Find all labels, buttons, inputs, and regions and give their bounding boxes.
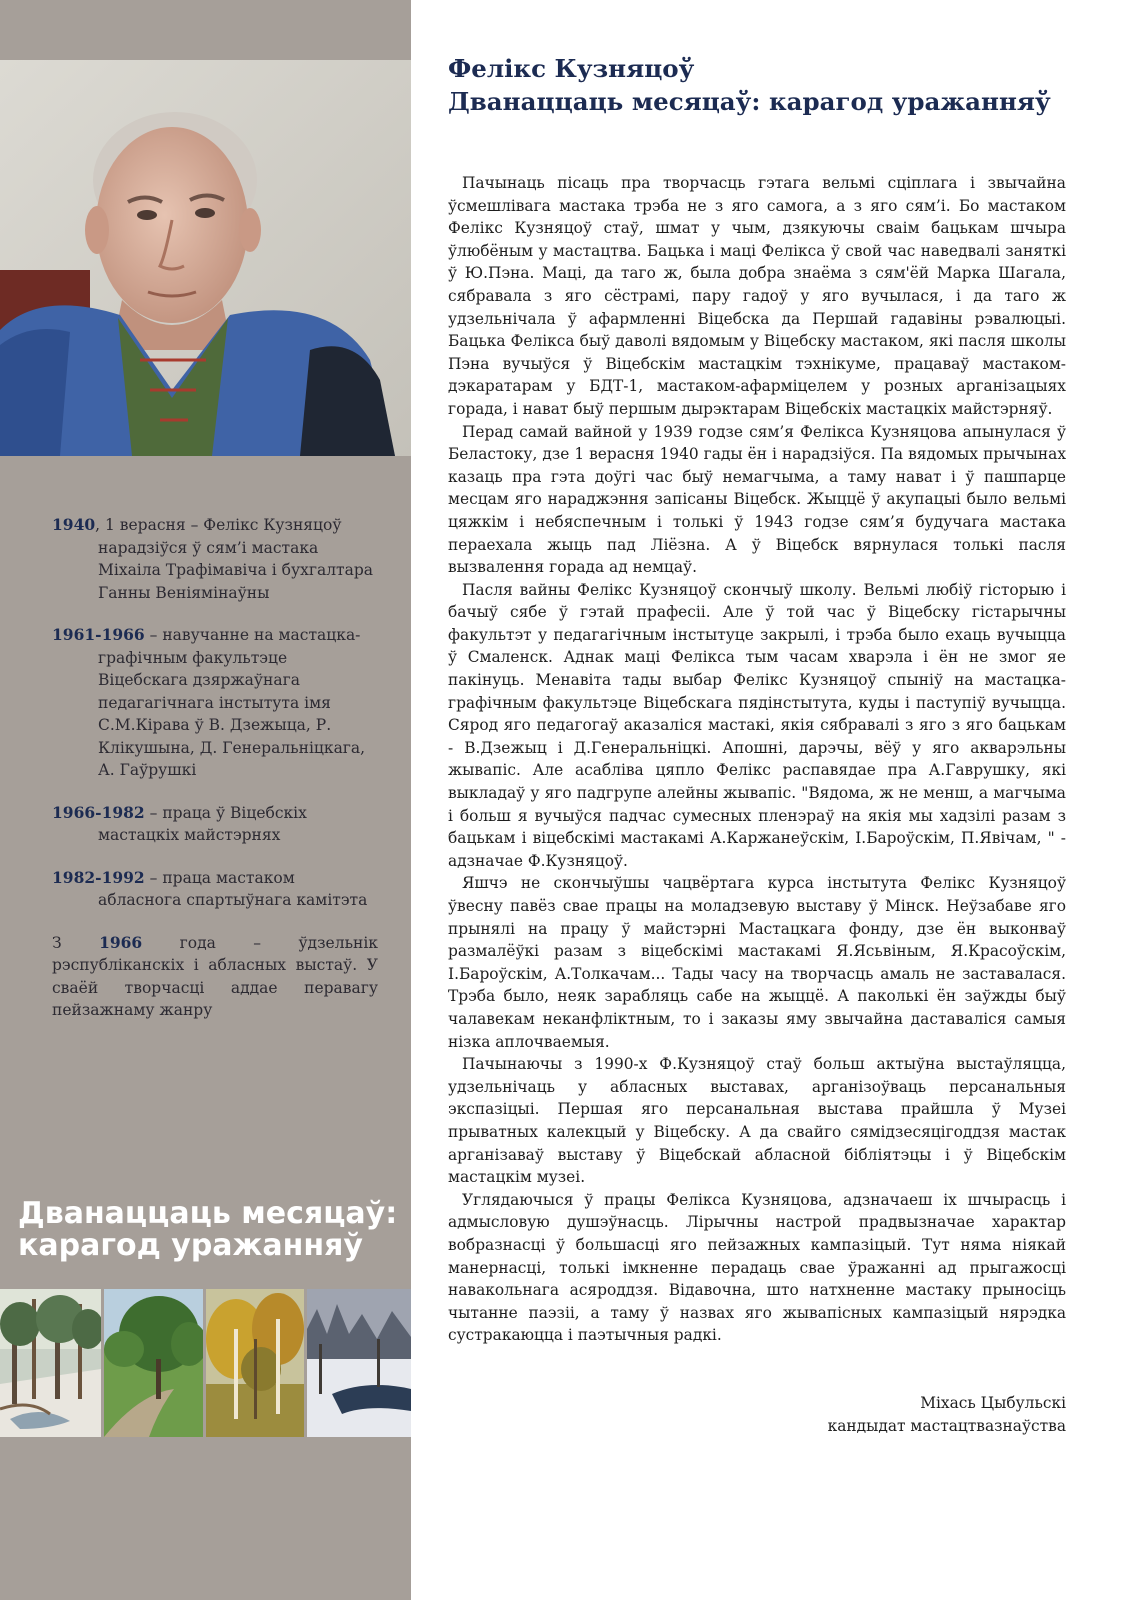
biography-timeline <box>52 514 378 1022</box>
timeline-text: – праца ў Віцебскіх мастацкіх майстэрнях <box>98 803 307 844</box>
article-paragraph: Перад самай вайной у 1939 годзе сям’я Фелікса Кузняцова апынулася ў Беластоку, дзе 1 верасня 1940 гады ён і нарадзіўся. Па вядомых прычынах казаць пра гэта доўгі час быў немагчыма, а таму нават і ў пашпарце месцам яго нараджэння запісаны Віцебск. Жыццё ў акупацыі было вельмі цяжкім і небяспечным і толькі ў 1943 годзе сям’я будучага мастака пераехала жыць пад Ліёзна. А ў Віцебск вярнулася толькі пасля вызвалення горада ад немцаў. <box>448 422 1066 577</box>
artist-portrait-photo <box>0 60 411 456</box>
timeline-year: 1982-1992 <box>52 867 145 887</box>
timeline-entry <box>52 514 378 604</box>
article-paragraph: Пачынаючы з 1990-х Ф.Кузняцоў стаў больш актыўна выстаўляцца, удзельнічаць у абласных выставах, арганізоўваць персанальныя экспазіцыі. Першая яго персанальная выстава прайшла ў Музеі прыватных калекцый у Віцебску. А да свайго сямідзесяцігоддзя мастак арганізаваў выставу ў Віцебскай абласной бібліятэцы і ў Віцебскім мастацкім музеі. <box>448 1055 1066 1187</box>
signature-name: Міхась Цыбульскі <box>920 1394 1066 1412</box>
article-body <box>448 172 1066 1347</box>
sidebar-title-line: карагод уражанняў <box>18 1228 363 1263</box>
sidebar-exhibition-title <box>18 1198 408 1262</box>
timeline-entry <box>52 624 378 782</box>
timeline-entry <box>52 867 378 912</box>
signature-title: кандыдат мастацтвазнаўства <box>827 1416 1066 1435</box>
timeline-year: 1966-1982 <box>52 802 145 822</box>
timeline-summary-text: года – ўдзельнік рэспубліканскіх і абласных выстаў. У сваёй творчасці аддае перавагу пейзажнаму жанру <box>52 933 378 1019</box>
page-title <box>448 52 1098 118</box>
exhibition-title: Дванаццаць месяцаў: карагод уражанняў <box>448 87 1051 116</box>
timeline-text: – праца мастаком абласнога спартыўнага камітэта <box>98 868 368 909</box>
timeline-entry <box>52 802 378 847</box>
timeline-summary <box>52 932 378 1022</box>
paintings-strip <box>0 1289 411 1437</box>
timeline-summary-prefix: З <box>52 933 100 952</box>
painting-thumbnail <box>0 1289 101 1437</box>
sidebar-title-line: Дванаццаць месяцаў: <box>18 1196 398 1231</box>
timeline-year: 1961-1966 <box>52 625 145 644</box>
timeline-text: , 1 верасня – Фелікс Кузняцоў нарадзіўся ў сям’і мастака Міхаіла Трафімавіча і бухгалтара Ганны Веніямінаўны <box>95 516 374 602</box>
article-paragraph: Пачынаць пісаць пра творчасць гэтага вельмі сціплага і звычайна ўсмешлівага мастака трэба не з яго самога, а з яго сям’і. Бо мастаком Фелікс Кузняцоў стаў, шмат у чым, дзякуючы сваім бацькам шчыра ўлюбёным у мастацтва. Бацька і маці Фелікса ў свой час наведвалі заняткі ў Ю.Пэна. Маці, да таго ж, была добра знаёма з сям'ёй Марка Шагала, сябравала з яго сёстрамі, пару гадоў у яго вучылася, і да таго ж удзельнічала ў афармленні Віцебска да Першай гадавіны рэвалюцыі. Бацька Фелікса быў даволі вядомым у Віцебску мастаком, які пасля школы Пэна вучыўся ў Віцебскім мастацкім тэхнікуме, працаваў мастаком-дэкаратарам у БДТ-1, мастаком-афарміцелем у розных арганізацыях горада, і нават быў першым дырэктарам Віцебскіх мастацкіх майстэрняў. <box>448 174 1066 418</box>
sidebar <box>0 0 411 1600</box>
author-signature <box>748 1392 1066 1437</box>
painting-thumbnail <box>206 1289 304 1437</box>
timeline-year: 1966 <box>99 932 143 952</box>
article-paragraph: Яшчэ не скончыўшы чацвёртага курса інстытута Фелікс Кузняцоў ўвесну павёз свае працы на моладзевую выставу ў Мінск. Неўзабаве яго прынялі на працу ў майстэрні Мастацкага фонду, дзе ён выконваў размалёўкі разам з віцебскімі мастакамі Я.Ясьвіным, Я.Красоўскім, І.Бароўскім, А.Толкачам... Тады часу на творчасць амаль не заставалася. Трэба было, неяк зарабляць сабе на жыццё. А паколькі ён заўжды быў чалавекам неканфліктным, то і заказы яму звычайна даставаліся самыя нізка аплочваемыя. <box>448 874 1066 1051</box>
timeline-year: 1940 <box>52 515 96 534</box>
author-name: Фелікс Кузняцоў <box>448 54 695 83</box>
painting-thumbnail <box>307 1289 411 1437</box>
painting-thumbnail <box>104 1289 203 1437</box>
article-paragraph: Пасля вайны Фелікс Кузняцоў скончыў школу. Вельмі любіў гісторыю і бачыў сябе ў гэтай прафесіі. Але ў той час ў Віцебску гістарычны факультэт у педагагічным інстытуце закрылі, і трэба было ехаць вучыцца ў Смаленск. Аднак маці Фелікса тым часам хварэла і ён не змог яе пакінуць. Менавіта тады выбар Фелікс Кузняцоў спыніў на мастацка-графічным факультэце Віцебскага пядінстытута, куды і паступіў вучыцца. Сярод яго педагогаў аказаліся мастакі, якія сябравалі з яго з яго бацькам - В.Дзежыц і Д.Генеральніцкі. Апошні, дарэчы, вёў у яго акварэльны жывапіс. Але асабліва цяпло Фелікс распавядае пра А.Гаврушку, які выкладаў у яго падгрупе алейны жывапіс. "Вядома, ж не менш, а магчыма і больш я вучыўся падчас сумесных пленэраў на якія мы хадзілі разам з бацькам і віцебскімі мастакамі А.Каржанеўскім, І.Бароўскім, П.Явічам, " - адзначае Ф.Кузняцоў. <box>448 580 1066 870</box>
timeline-text: – навучанне на мастацка-графічным факультэце Віцебскага дзяржаўнага педагагічнага інстытута імя С.М.Кірава ў В. Дзежыца, Р. Клікушына, Д. Генеральніцкага, А. Гаўрушкі <box>98 626 366 779</box>
article-paragraph: Углядаючыся ў працы Фелікса Кузняцова, адзначаеш іх шчырасць і адмысловую душэўнасць. Лірычны настрой прадвызначае характар вобразнасці ў большасці яго пейзажных кампазіцый. Тут няма ніякай манернасці, толькі імкненне перадаць свае ўражанні ад прыгажосці навакольнага асяроддзя. Відавочна, што натхненне мастаку прыносіць чытанне паэзіі, а таму ў назвах яго жывапісных кампазіцый нярэдка сустракаюцца і паэтычныя радкі. <box>448 1190 1066 1345</box>
